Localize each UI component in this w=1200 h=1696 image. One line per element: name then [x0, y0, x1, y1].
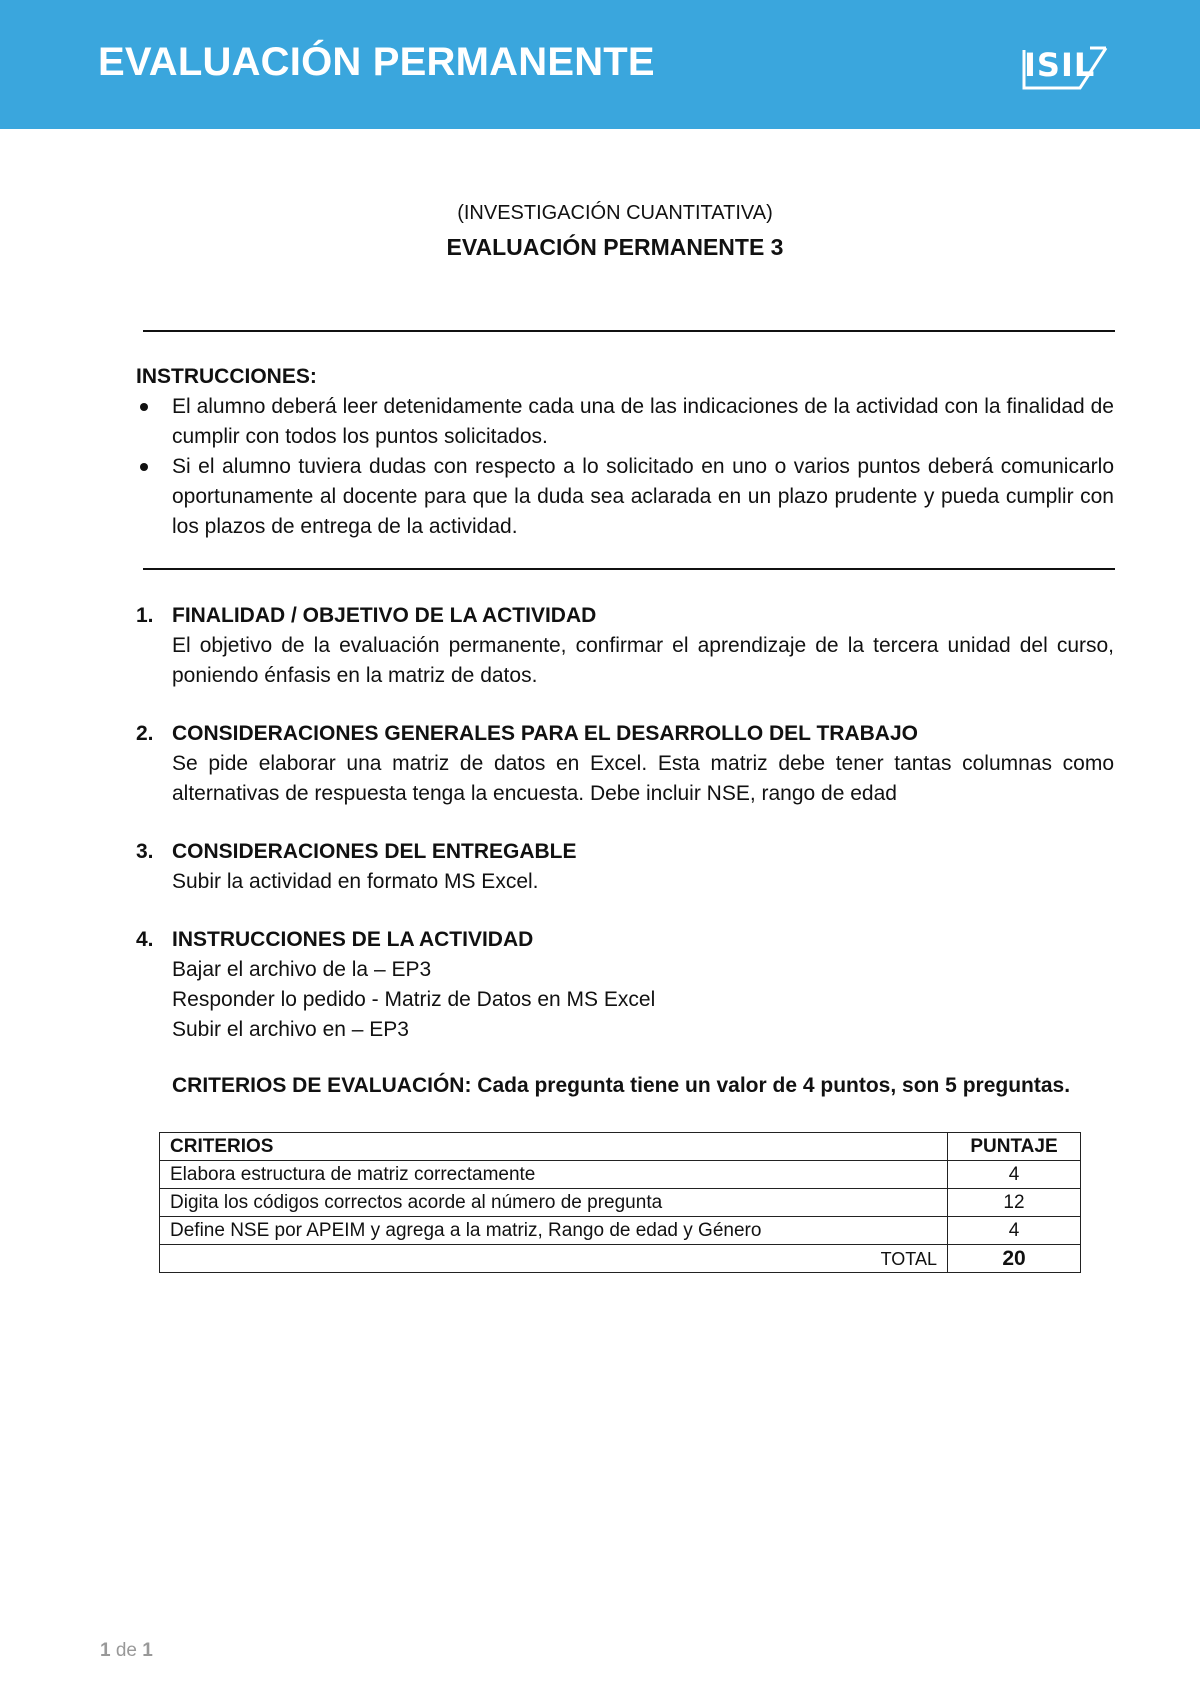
criteria-column-header: CRITERIOS: [160, 1133, 948, 1161]
section-number: 1.: [136, 604, 154, 627]
section-text: El objetivo de la evaluación permanente, confirmar el aprendizaje de la tercera unidad del curso, poniendo énfasis en la matriz de datos.: [172, 634, 1114, 687]
header-title: EVALUACIÓN PERMANENTE: [98, 40, 655, 84]
points-column-header: PUNTAJE: [948, 1133, 1081, 1161]
section-number: 4.: [136, 928, 154, 951]
section-general: [136, 719, 1114, 809]
criteria-cell: Digita los códigos correctos acorde al número de pregunta: [160, 1189, 948, 1217]
section-title: FINALIDAD / OBJETIVO DE LA ACTIVIDAD: [172, 604, 597, 627]
section-heading: [136, 925, 1114, 955]
total-label: TOTAL: [160, 1245, 948, 1273]
section-deliverable: [136, 837, 1114, 897]
criteria-intro: CRITERIOS DE EVALUACIÓN: Cada pregunta tiene un valor de 4 puntos, son 5 preguntas.: [172, 1074, 1071, 1097]
document-title: EVALUACIÓN PERMANENTE 3: [446, 234, 784, 260]
total-value: 20: [948, 1245, 1081, 1273]
section-objective: [136, 601, 1114, 691]
section-title: INSTRUCCIONES DE LA ACTIVIDAD: [172, 928, 534, 951]
points-cell: 4: [948, 1217, 1081, 1245]
section-activity: [136, 925, 1114, 1045]
points-cell: 4: [948, 1161, 1081, 1189]
section-heading: [136, 837, 1114, 867]
table-total-row: [160, 1245, 1081, 1273]
instruction-item: [136, 452, 1114, 542]
instructions-block: [136, 362, 1114, 542]
section-heading: [136, 601, 1114, 631]
section-line: Subir el archivo en – EP3: [172, 1018, 409, 1041]
section-heading: [136, 719, 1114, 749]
section-title: CONSIDERACIONES GENERALES PARA EL DESARROLLO DEL TRABAJO: [172, 722, 918, 745]
instructions-heading: INSTRUCCIONES:: [136, 365, 317, 388]
instructions-list: [136, 392, 1114, 542]
points-cell: 12: [948, 1189, 1081, 1217]
section-number: 2.: [136, 722, 154, 745]
page-header: [0, 0, 1200, 129]
table-row: [160, 1161, 1081, 1189]
section-text: Subir la actividad en formato MS Excel.: [172, 870, 539, 893]
criteria-cell: Elabora estructura de matriz correctamente: [160, 1161, 948, 1189]
section-text: Se pide elaborar una matriz de datos en Excel. Esta matriz debe tener tantas columnas como alternativas de respuesta tenga la encuesta. Debe incluir NSE, rango de edad: [172, 752, 1114, 805]
page-number: [100, 1640, 153, 1662]
criteria-table: [159, 1132, 1081, 1273]
bullet-icon: [140, 403, 148, 411]
divider-top: [143, 330, 1115, 332]
instruction-item: [136, 392, 1114, 452]
criteria-cell: Define NSE por APEIM y agrega a la matriz, Rango de edad y Género: [160, 1217, 948, 1245]
divider-bottom: [143, 568, 1115, 570]
logo-text: ISIL: [1024, 46, 1096, 84]
instruction-text: El alumno deberá leer detenidamente cada una de las indicaciones de la actividad con la finalidad de cumplir con todos los puntos solicitados.: [172, 395, 1114, 448]
page-of-label: de: [115, 1640, 137, 1661]
isil-logo: [1020, 42, 1110, 92]
section-line: Responder lo pedido - Matriz de Datos en MS Excel: [172, 988, 656, 1011]
current-page: 1: [100, 1640, 111, 1661]
document-subtitle: (INVESTIGACIÓN CUANTITATIVA): [457, 202, 773, 224]
table-header-row: [160, 1133, 1081, 1161]
section-title: CONSIDERACIONES DEL ENTREGABLE: [172, 840, 577, 863]
section-line: Bajar el archivo de la – EP3: [172, 958, 432, 981]
bullet-icon: [140, 463, 148, 471]
table-row: [160, 1189, 1081, 1217]
section-number: 3.: [136, 840, 154, 863]
table-row: [160, 1217, 1081, 1245]
total-pages: 1: [142, 1640, 153, 1661]
instruction-text: Si el alumno tuviera dudas con respecto a lo solicitado en uno o varios puntos deberá comunicarlo oportunamente al docente para que la duda sea aclarada en un plazo prudente y pueda cumplir con los plazos de entrega de la actividad.: [172, 455, 1114, 538]
